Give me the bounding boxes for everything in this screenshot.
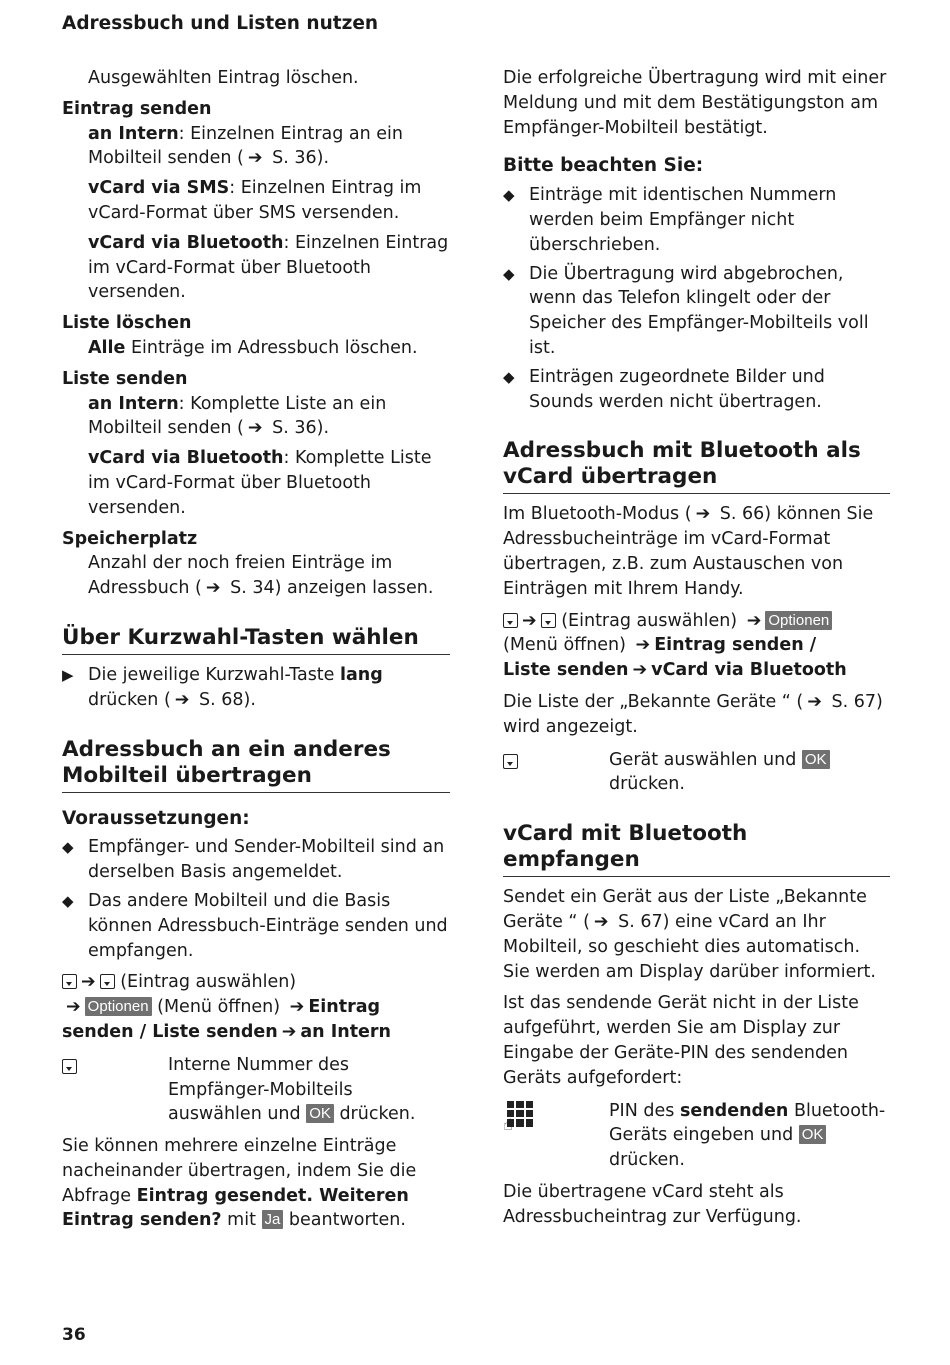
receive-text: Sendet ein Gerät aus der Liste „Bekannte Geräte “ ( ➔ S. 67) eine vCard an Ihr Mobilteil, so geschieht dies automatisch. Sie werden am Display darüber informiert.: [503, 887, 876, 982]
list-item: ◆ Einträgen zugeordnete Bilder und Sounds werden nicht übertragen.: [503, 366, 825, 412]
step-enter-pin: ☝ PIN des sendenden Bluetooth-Geräts eingeben und OK drücken.: [503, 1100, 886, 1171]
arrow-icon: ➔: [66, 997, 81, 1018]
arrow-icon: ➔: [593, 911, 609, 932]
arrow-icon: ➔: [247, 148, 263, 169]
heading-kurzwahl: Über Kurzwahl-Tasten wählen: [62, 625, 450, 655]
list-item: ◆ Die Übertragung wird abgebrochen, wenn das Telefon klingelt oder der Speicher des Empfänger-Mobilteils voll ist.: [503, 263, 869, 358]
navigation-key-icon: [503, 613, 518, 628]
def-vcard-bluetooth: vCard via Bluetooth: Einzelnen Eintrag im vCard-Format über Bluetooth versenden.: [88, 232, 449, 303]
ok-softkey: OK: [799, 1125, 827, 1144]
def-alle: Alle Einträge im Adressbuch löschen.: [88, 337, 418, 358]
step-select-number: Interne Nummer des Empfänger-Mobilteils auswählen und OK drücken.: [62, 1053, 450, 1127]
transfer-confirmation-text: Die erfolgreiche Übertragung wird mit einer Meldung und mit dem Bestätigungston am Empfänger-Mobilteil bestätigt.: [503, 68, 887, 138]
delete-entry-description: Ausgewählten Eintrag löschen.: [88, 68, 359, 88]
arrow-icon: ➔: [289, 997, 305, 1018]
heading-adressbuch-uebertragen: Adressbuch an ein anderes Mobilteil übertragen: [62, 737, 450, 793]
arrow-icon: ➔: [281, 1021, 297, 1042]
arrow-icon: ➔: [522, 610, 537, 631]
diamond-bullet-icon: ◆: [503, 367, 515, 386]
running-head: Adressbuch und Listen nutzen: [62, 13, 379, 34]
navigation-key-icon: [62, 1059, 77, 1074]
list-item: ◆ Das andere Mobilteil und die Basis können Adressbuch-Einträge senden und empfangen.: [62, 890, 448, 961]
bluetooth-menu-path: ➔ (Eintrag auswählen) ➔ Optionen (Menü öffnen) ➔ Eintrag senden / Liste senden ➔ vCard via Bluetooth: [503, 609, 890, 683]
diamond-bullet-icon: ◆: [503, 264, 515, 283]
def-vcard-sms: vCard via SMS: Einzelnen Eintrag im vCard-Format über SMS versenden.: [88, 178, 422, 223]
def-an-intern: an Intern: Einzelnen Eintrag an ein Mobilteil senden ( ➔ S. 36).: [62, 122, 450, 172]
arrow-icon: ➔: [635, 635, 651, 656]
left-column: [62, 66, 450, 1233]
bluetooth-mode-text: Im Bluetooth-Modus ( ➔ S. 66) können Sie Adressbucheinträge im vCard-Format übertragen, z.B. zum Austauschen von Einträgen mit Ihrem Handy.: [503, 504, 874, 599]
diamond-bullet-icon: ◆: [62, 891, 74, 910]
ok-softkey: OK: [306, 1104, 334, 1123]
ja-softkey: Ja: [262, 1210, 284, 1229]
term-eintrag-senden: Eintrag senden: [62, 98, 212, 119]
right-column: [503, 66, 890, 1229]
subheading-bitte-beachten: Bitte beachten Sie:: [503, 155, 704, 177]
diamond-bullet-icon: ◆: [503, 186, 515, 205]
def-list-an-intern: an Intern: Komplette Liste an ein Mobilteil senden ( ➔ S. 36).: [62, 392, 450, 442]
arrow-icon: ➔: [746, 610, 762, 631]
def-speicherplatz: Anzahl der noch freien Einträge im Adressbuch ( ➔ S. 34) anzeigen lassen.: [62, 551, 450, 601]
list-item: ◆ Empfänger- und Sender-Mobilteil sind an derselben Basis angemeldet.: [62, 837, 445, 883]
navigation-key-icon: [100, 974, 115, 989]
def-list-vcard-bluetooth: vCard via Bluetooth: Komplette Liste im vCard-Format über Bluetooth versenden.: [88, 448, 432, 518]
subheading-voraussetzungen: Voraussetzungen:: [62, 807, 250, 829]
navigation-key-icon: [62, 974, 77, 989]
term-liste-loeschen: Liste löschen: [62, 313, 192, 334]
arrow-icon: ➔: [81, 972, 96, 993]
page-number: 36: [62, 1325, 86, 1345]
multi-transfer-note: Sie können mehrere einzelne Einträge nacheinander übertragen, indem Sie die Abfrage Eintrag gesendet. Weiteren Eintrag senden? mit Ja beantworten.: [62, 1136, 417, 1231]
heading-bluetooth-vcard: Adressbuch mit Bluetooth als vCard übertragen: [503, 438, 890, 494]
pin-request-text: Ist das sendende Gerät nicht in der Liste aufgeführt, werden Sie am Display zur Eingabe der Geräte-PIN des sendenden Geräts aufgefordert:: [503, 993, 859, 1088]
list-item: ◆ Einträge mit identischen Nummern werden beim Empfänger nicht überschrieben.: [503, 185, 837, 255]
term-liste-senden: Liste senden: [62, 368, 188, 389]
navigation-key-icon: [503, 754, 518, 769]
arrow-icon: ➔: [807, 691, 822, 712]
term-speicherplatz: Speicherplatz: [62, 528, 198, 549]
kurzwahl-step: ▶ Die jeweilige Kurzwahl-Taste lang drücken ( ➔ S. 68).: [62, 663, 450, 713]
triangle-bullet-icon: ▶: [62, 665, 74, 684]
ok-softkey: OK: [802, 750, 830, 769]
keypad-icon: ☝: [503, 1101, 537, 1133]
optionen-softkey: Optionen: [765, 611, 832, 630]
vcard-available-text: Die übertragene vCard steht als Adressbucheintrag zur Verfügung.: [503, 1181, 802, 1227]
menu-path: ➔ (Eintrag auswählen) ➔ Optionen (Menü öffnen) ➔ Eintrag senden / Liste senden ➔ an Intern: [62, 970, 450, 1044]
navigation-key-icon: [541, 613, 556, 628]
arrow-icon: ➔: [205, 578, 221, 599]
known-devices-text: Die Liste der „Bekannte Geräte “ ( ➔ S. 67) wird angezeigt.: [503, 691, 883, 737]
step-select-device: Gerät auswählen und OK drücken.: [503, 748, 890, 798]
optionen-softkey: Optionen: [85, 997, 152, 1016]
arrow-icon: ➔: [247, 418, 263, 439]
arrow-icon: ➔: [632, 660, 648, 681]
heading-vcard-empfangen: vCard mit Bluetooth empfangen: [503, 821, 890, 877]
diamond-bullet-icon: ◆: [62, 838, 74, 857]
arrow-icon: ➔: [174, 689, 190, 710]
arrow-icon: ➔: [695, 504, 711, 525]
